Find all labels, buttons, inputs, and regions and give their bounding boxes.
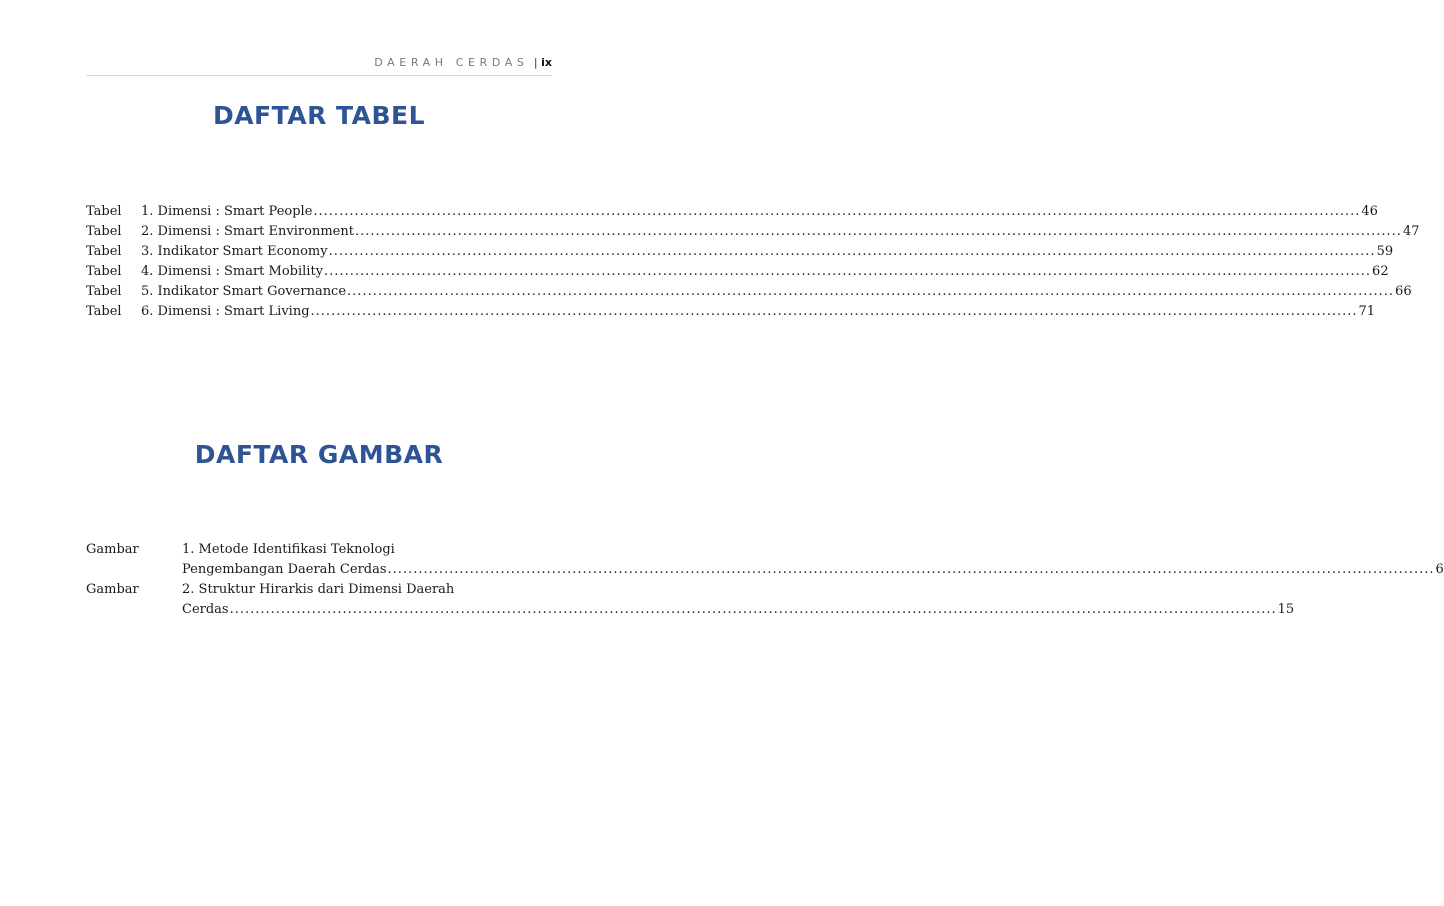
- gambar-entry-1[interactable]: [86, 540, 1444, 580]
- page-number: ix: [541, 56, 552, 69]
- tabel-entry-page: 46: [1361, 204, 1378, 219]
- dot-leader: [324, 262, 1371, 282]
- tabel-entry-prefix: Tabel: [86, 244, 122, 259]
- daftar-tabel-list: [86, 202, 1420, 322]
- header-divider: [86, 75, 552, 76]
- gambar-entry-page: 15: [1277, 602, 1295, 617]
- gambar-entry-line2: [86, 600, 1295, 620]
- gambar-entry-label-cont: Cerdas: [182, 602, 229, 617]
- dot-leader: [347, 282, 1394, 302]
- tabel-entry-page: 62: [1372, 264, 1389, 279]
- tabel-entry-label: 3. Indikator Smart Economy: [141, 244, 328, 259]
- gambar-entry-page: 6: [1435, 562, 1444, 577]
- running-header: [86, 56, 552, 70]
- dot-leader: [313, 202, 1360, 222]
- daftar-tabel-heading: DAFTAR TABEL: [212, 101, 426, 130]
- tabel-entry-prefix: Tabel: [86, 284, 122, 299]
- tabel-entry-page: 66: [1395, 284, 1412, 299]
- running-title: DAERAH CERDAS: [374, 56, 529, 69]
- daftar-gambar-list: [86, 540, 1444, 620]
- tabel-entry-label: 5. Indikator Smart Governance: [141, 284, 347, 299]
- dot-leader: [355, 222, 1402, 242]
- tabel-entry-4[interactable]: [86, 262, 1389, 282]
- gambar-entry-2[interactable]: [86, 580, 1295, 620]
- gambar-entry-label-cont: Pengembangan Daerah Cerdas: [182, 562, 387, 577]
- header-separator: |: [533, 56, 538, 69]
- daftar-gambar-heading: DAFTAR GAMBAR: [194, 440, 444, 469]
- tabel-entry-label: 6. Dimensi : Smart Living: [141, 304, 310, 319]
- dot-leader: [311, 302, 1358, 322]
- tabel-entry-prefix: Tabel: [86, 264, 122, 279]
- tabel-entry-1[interactable]: [86, 202, 1378, 222]
- gambar-entry-prefix: Gambar: [86, 542, 139, 557]
- gambar-entry-label: 2. Struktur Hirarkis dari Dimensi Daerah: [182, 582, 455, 597]
- tabel-entry-page: 59: [1376, 244, 1394, 259]
- dot-leader: [230, 600, 1277, 620]
- tabel-entry-prefix: Tabel: [86, 204, 122, 219]
- tabel-entry-page: 71: [1358, 304, 1376, 319]
- tabel-entry-3[interactable]: [86, 242, 1394, 262]
- gambar-entry-line1: [86, 540, 552, 560]
- dot-leader: [329, 242, 1376, 262]
- tabel-entry-label: 4. Dimensi : Smart Mobility: [141, 264, 324, 279]
- gambar-entry-line2: [86, 560, 1444, 580]
- gambar-entry-label: 1. Metode Identifikasi Teknologi: [182, 542, 395, 557]
- tabel-entry-5[interactable]: [86, 282, 1412, 302]
- gambar-entry-prefix: Gambar: [86, 582, 139, 597]
- tabel-entry-prefix: Tabel: [86, 224, 122, 239]
- tabel-entry-page: 47: [1402, 224, 1420, 239]
- gambar-entry-line1: [86, 580, 552, 600]
- tabel-entry-label: 2. Dimensi : Smart Environment: [141, 224, 354, 239]
- tabel-entry-2[interactable]: [86, 222, 1420, 242]
- dot-leader: [388, 560, 1435, 580]
- tabel-entry-prefix: Tabel: [86, 304, 122, 319]
- tabel-entry-label: 1. Dimensi : Smart People: [141, 204, 313, 219]
- tabel-entry-6[interactable]: [86, 302, 1376, 322]
